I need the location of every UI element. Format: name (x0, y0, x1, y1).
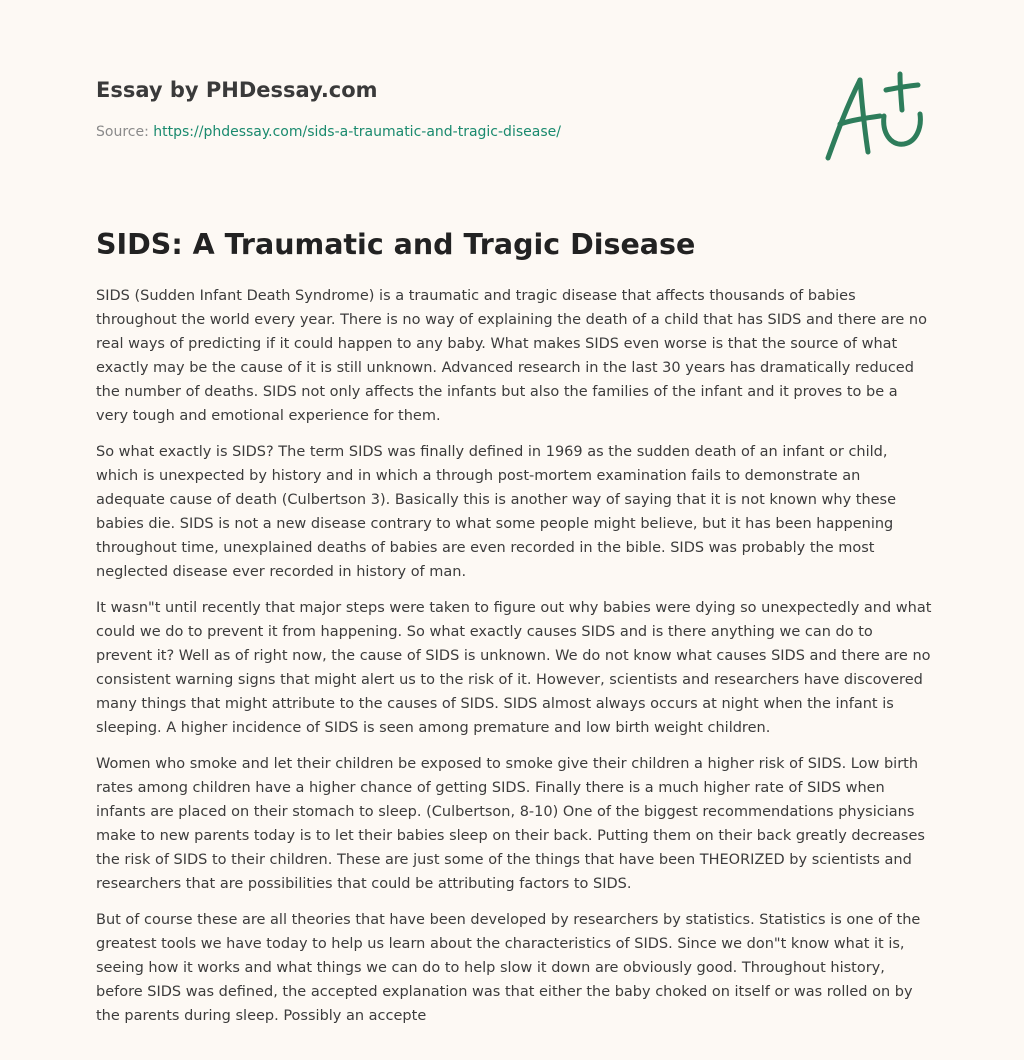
essay-paragraph: SIDS (Sudden Infant Death Syndrome) is a traumatic and tragic disease that affects thousands of babies throughout the world every year. There is no way of explaining the death of a child that has SIDS and there are no real ways of predicting if it could happen to any baby. What makes SIDS even worse is that the source of what exactly may be the cause of it is still unknown. Advanced research in the last 30 years has dramatically reduced the number of deaths. SIDS not only affects the infants but also the families of the infant and it proves to be a very tough and emotional experience for them. (96, 288, 927, 424)
brand-title: Essay by PHDessay.com (96, 78, 378, 102)
page-header (96, 72, 796, 142)
essay-paragraph: Women who smoke and let their children be exposed to smoke give their children a higher risk of SIDS. Low birth rates among children have a higher chance of getting SIDS. Finally there is a much higher rate of SIDS when infants are placed on their stomach to sleep. (Culbertson, 8-10) One of the biggest recommendations physicians make to new parents today is to let their babies sleep on their back. Putting them on their back greatly decreases the risk of SIDS to their children. These are just some of the things that have been THEORIZED by scientists and researchers that are possibilities that could be attributing factors to SIDS. (96, 756, 925, 892)
a-plus-logo-icon (820, 66, 930, 166)
source-label: Source: (96, 124, 154, 140)
source-line (96, 122, 796, 142)
essay-paragraph: It wasn"t until recently that major steps were taken to figure out why babies were dying so unexpectedly and what could we do to prevent it from happening. So what exactly causes SIDS and is there anything we can do to prevent it? Well as of right now, the cause of SIDS is unknown. We do not know what causes SIDS and there are no consistent warning signs that might alert us to the risk of it. However, scientists and researchers have discovered many things that might attribute to the causes of SIDS. SIDS almost always occurs at night when the infant is sleeping. A higher incidence of SIDS is seen among premature and low birth weight children. (96, 600, 932, 736)
essay-paragraph: But of course these are all theories that have been developed by researchers by statistics. Statistics is one of the greatest tools we have today to help us learn about the characteristics of SIDS. Since we don"t know what it is, seeing how it works and what things we can do to help slow it down are obviously good. Throughout history, before SIDS was defined, the accepted explanation was that either the baby choked on itself or was rolled on by the parents during sleep. Possibly an accepte (96, 912, 921, 1024)
essay-title: SIDS: A Traumatic and Tragic Disease (96, 228, 696, 261)
source-link[interactable]: https://phdessay.com/sids-a-traumatic-and-tragic-disease/ (153, 124, 561, 140)
essay-paragraph: So what exactly is SIDS? The term SIDS was finally defined in 1969 as the sudden death of an infant or child, which is unexpected by history and in which a through post-mortem examination fails to demonstrate an adequate cause of death (Culbertson 3). Basically this is another way of saying that it is not known why these babies die. SIDS is not a new disease contrary to what some people might believe, but it has been happening throughout time, unexplained deaths of babies are even recorded in the bible. SIDS was probably the most neglected disease ever recorded in history of man. (96, 444, 897, 580)
essay-content (96, 224, 932, 1040)
